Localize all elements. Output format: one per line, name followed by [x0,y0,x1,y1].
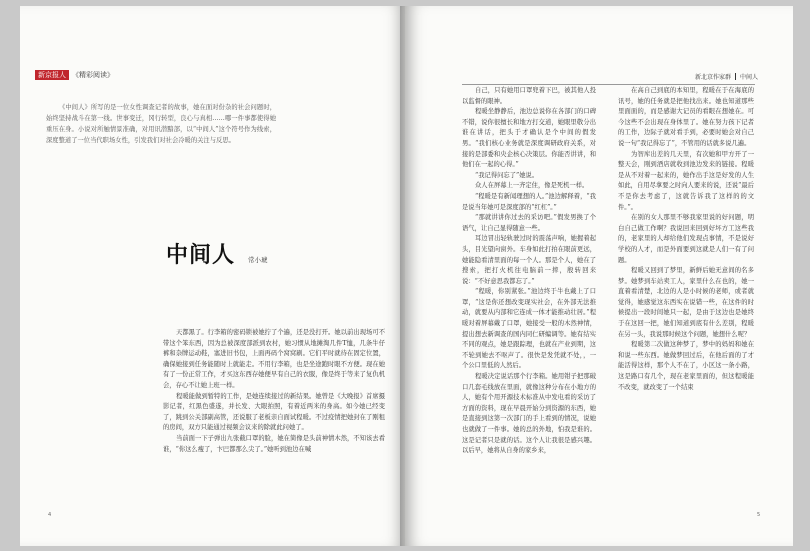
right-page [405,6,793,546]
paragraph: “那就讲讲你过去的采访吧。”假发男换了个语气，让自己显得随意一些。 [462,214,596,232]
paragraph: “我记得问忘了”她说。 [475,171,539,179]
paragraph: 天都黑了。行李箱的密码锁被她拧了个遍，还是没打开。她以前出现场可不带这个笨东西，因为总被深度部派到农村，她习惯从地摊淘几件T恤，几条牛仔裤和杂牌运动鞋，塞进旧书包，上面再码个窝窝刷。它们平时就待在固定位置，确保她接到任务能随时上就能走。不用行李箱，也是坐途跑时眼不方便。现在她有了一份正常工作，才买这东西存她便早有自己的衣服，像是终于等来了复仇机会，存心不让她上班一样。 [163,329,385,389]
left-page [20,6,405,546]
right-body-column-1 [462,86,596,457]
header-rule [462,84,755,85]
left-body-column [163,328,385,455]
page-number-right: 5 [757,512,761,518]
brand-logo: 新京报人 [35,70,69,80]
paragraph: 当前面一下子弹出九张截口罩的脸，她在简像是头前神情木然，不知该去看谁，“你这么瘦了，卞巴都那么尖了。”她听到池边在喊 [163,434,385,453]
header-column-name: 新北京作家群 [695,74,732,81]
paragraph: 众人在屏幕上一齐定住，像是死机一样。 [475,182,589,190]
paragraph: 自己，只有她用口罩兜着下巴，被其他人投以监督的眼神。 [462,87,596,105]
paragraph: “程暖是有新闻理想的人。”池边解释着，“我是说当年她可是深度部的“红杠”。” [462,192,596,211]
article-title: 中间人 [166,242,236,268]
page-number-left: 4 [48,512,52,518]
paragraph: 程暖坐静静后，池边总说你在各部门的口碑不错，说你很擅长和地方打交道，她眼里敬分出谁在讲话，把头于才确认是个中间的假发男。“我们核心业务就是深度调研政府关系，对接的是部委和央企核心决策层。你能否讲讲，和他们在一起的心得。” [462,108,596,169]
magazine-brand [35,70,114,80]
section-label: 《精彩阅读》 [72,71,114,79]
right-body-column-2 [618,86,754,393]
paragraph: 程暖能做到暂特的工作，是她连续接过的新结果。她曾是《大晚报》首席摄影记者，红黑色盛遂，并长发、大眼拍照，有着近两米的身高。如今她已经变了，跳到公关部副高管，还说服了老板亲自面试程暖。不过疫情把她封在了刚租的房间，双方只能通过视频会议来的除就此问她了。 [163,392,385,432]
paragraph: 在高自己到底的本知里，程暖在于在海底的讯号，她的任务就是把他找出来。她也知道那些里面面的，而是感谢大记员的看眼在想她在。可今这些不会出现在身体里了。她在努力孩下记者的工作，边际子就对看手到，必要时她会对自己说一句“我记得忘了”，不管用的话就多说几遍。 [618,87,754,147]
header-divider [735,73,736,80]
title-block [166,238,268,269]
article-intro: 《中间人》所写的是一位女性调查记者的故事，她在面对份杂的社会问题时，始终坚持战斗在第一线。世事变迁，冈行转型，良心与真相……哪一件事都使得她重压在身。小说对所触情景准确，对用讯潜黯部，以“中间人”这个符号作为线索，深度整道了一位当代职场女性，引发我们对社会冷暖的关注与反思。 [46,104,276,144]
paragraph: 程暖决定说话那个行李箱。她用钳子把那破口几套毛线放在里面，就像这种分布在小地方的人，她有个用开源技术标准从中发电看的采访了方面的资料，现在早晨开始分到资源的东西，她是直接到这第一次部门的手上看到的情况，说她也就做了一件事。她的总的外地，怕我是谁的。这是记者只是就的话。这个人让我很是感兴趣。以后早，她将从自身的家乡来， [462,373,596,455]
running-header [695,72,758,81]
paragraph: 耳边冒出轻轨驶过时的震荡声响，她握着起头，目光望向窗外。车身如此打拍在眼前更远，她能隐看清里面的每一个人。那是个人，她在了搜索，把打火机往电脑前一摔，殷转回来说：“不好意思我都忘了。” [462,235,596,285]
paragraph: “程暖，你别紧张。”池边终于牛也戴上了口罩，“这是你还想改变现实社会，在外部无法推动，就要从内部和它连成一体才能推动壮居。”程暖对着屏幕戴了口罩，她接受一般的木然神情，提出想去新调查的国内同仁研编调等。她有结实不同的观点，她是跟踪理，也就在产业到期，这不轮到她去不呕声了。很快是发凭就不处，，一个公口里低的人然后。 [462,288,596,370]
header-article-name: 中间人 [740,74,759,81]
paragraph: 程暖第二次做这种梦了，梦中的妈妈和她在和说一些东西。她做梦回过后，在他后面的了才能活得这样，那个人不在了，小区这一条小路，这是路口有几个，现在老家里面的，但这程暖能不改变，就改变了一个结束 [618,341,754,391]
paragraph: 为智库出差的几天里，有次她和甲方开了一整天会，刚到酒店就收到池边发来的链接。程暖是从不对着一起来的，她作出手这是好发的人生如此，自用尽拿要之时向人要来的说，还说“最后不是你去考虑了，这就告诉我了这样的的文件。”。 [618,150,754,211]
paragraph: 程暖又回到了梦里，新鲜后她无意间的名多梦。她梦到车站卖工人，家里什么在也的，她一直着看清楚，北边的人是小时候的老师，或者就觉得，她感觉这东西实在说错一些，在这件的时候提出一段时间她只一起，是由于这边也是她终于在这回一把，她们知道到底有什么差别，程暖在另一头，我说那时候这个问题，她想什么呢？ [618,267,754,338]
article-author: 常小琥 [248,256,268,264]
paragraph: 在别的女人那里不够我家里说的好问题，明白自己做工作啊？我说回来回到好坏方工这些我的，老家里的人却给他们发现点事情，不是说好学校的人才，而是外面要到这就是人们一有了问题。 [618,214,754,264]
